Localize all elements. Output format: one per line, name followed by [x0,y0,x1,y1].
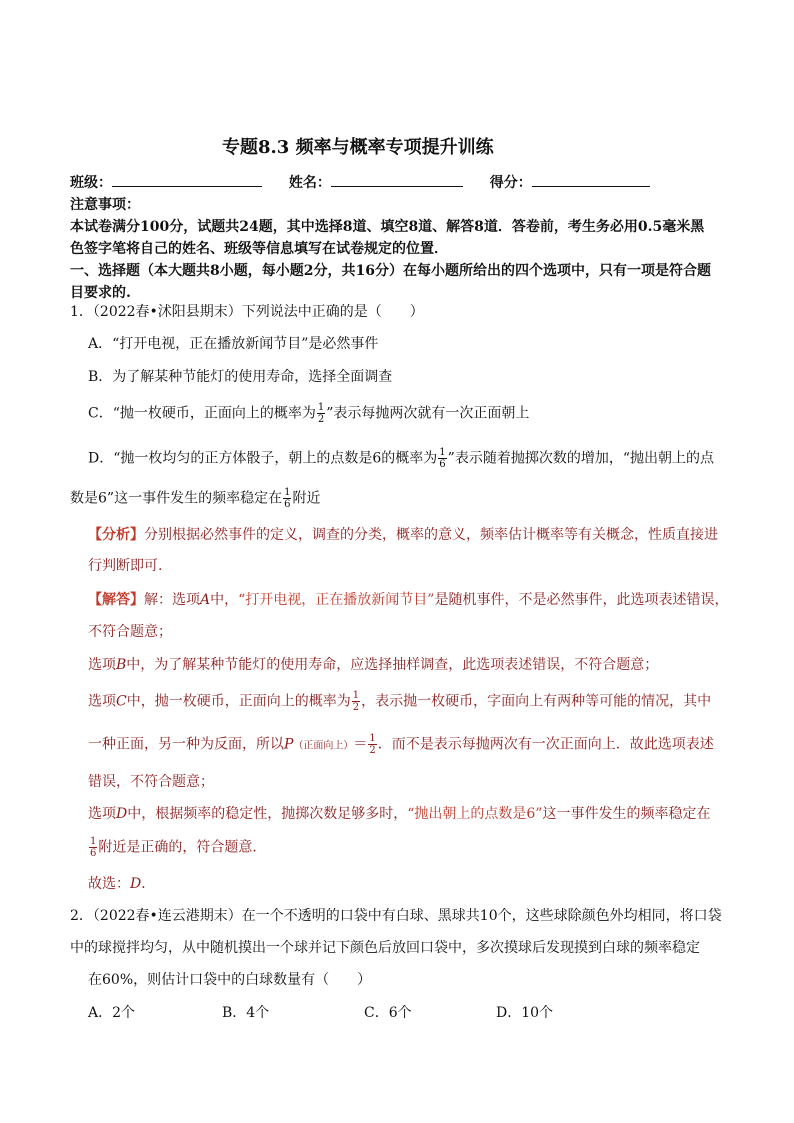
solution-line [88,590,728,610]
q2-option-c: C．6个 [364,1005,412,1021]
section-heading: 一、选择题（本大题共8小题，每小题2分，共16分）在每小题所给出的四个选项中，只有一项是符合题 [70,263,711,279]
notice-heading: 注意事项： [70,197,140,213]
analysis-block [88,525,718,545]
solution-line: $\frac{1}{6}$ 附近是正确的，符合题意． [90,836,267,859]
option-text: D．“抛一枚均匀的正方体骰子，朝上的点数是6的概率为 [88,450,438,467]
solution-line: 选项D中，根据频率的稳定性，抛掷次数足够多时，“抛出朝上的点数是6”这一事件发生的频率稳定在 [88,806,711,822]
fraction: $\frac{1}{2}$ [352,690,360,713]
name-label: 姓名： [288,175,331,191]
analysis-text: 分别根据必然事件的定义，调查的分类，概率的意义，频率估计概率等有关概念，性质直接进 [144,527,718,543]
page-title: 专题8.3 频率与概率专项提升训练 [222,137,494,158]
solution-text: 解：选项 [144,592,200,608]
option-text: 附近 [292,490,321,507]
class-label: 班级： [70,175,112,191]
q1-option-d [88,447,714,470]
solution-line: 选项B中，为了解某种节能灯的使用寿命，应选择抽样调查，此选项表述错误，不符合题意； [88,657,659,673]
solution-line: 不符合题意； [88,624,172,640]
option-text: C．“抛一枚硬币，正面向上的概率为 [88,405,316,422]
q1-option-d-cont [70,487,320,510]
fraction: $\frac{1}{2}$ [369,733,376,756]
name-field[interactable] [331,172,463,187]
question-2-stem: 在60%，则估计口袋中的白球数量有（ ） [88,972,372,988]
solution-text: 是随机事件，不是必然事件，此选项表述错误， [434,592,729,608]
fraction: $\frac{1}{6}$ [284,487,291,510]
fraction: $\frac{1}{6}$ [439,447,446,470]
fraction: $\frac{1}{2}$ [317,402,325,425]
solution-line: 错误，不符合题意； [88,774,214,790]
student-info-row [70,172,650,193]
option-text: 数是6”这一事件发生的频率稳定在 [70,490,283,507]
q2-option-b: B．4个 [222,1005,270,1021]
score-field[interactable] [532,172,650,187]
q2-option-a: A．2个 [88,1005,136,1021]
q1-option-b: B．为了解某种节能灯的使用寿命，选择全面调查 [88,369,393,385]
option-text: ”表示随着抛掷次数的增加，“抛出朝上的点 [447,450,714,467]
q1-option-c [88,402,529,425]
option-text: ”表示每抛两次就有一次正面朝上 [326,405,530,422]
score-label: 得分： [489,175,532,191]
question-1-stem: 1．（2022春•沭阳县期末）下列说法中正确的是（ ） [70,304,424,320]
analysis-text: 行判断即可. [88,558,163,574]
section-heading: 目要求的. [70,285,131,301]
solution-tag: 【解答】 [88,592,144,608]
solution-line: 选项C中，抛一枚硬币，正面向上的概率为 $\frac{1}{2}$ ，表示抛一枚硬币，字面向上有两种等可能的情况，其中 [88,690,712,713]
question-2-stem: 中的球搅拌均匀，从中随机摸出一个球并记下颜色后放回口袋中，多次摸球后发现摸到白球的频率稳定 [70,940,700,956]
solution-quote: “打开电视，正在播放新闻节目” [238,592,435,608]
answer-line: 故选：D． [88,876,156,892]
q2-option-d: D．10个 [496,1005,554,1021]
notice-line: 本试卷满分100分，试题共24题，其中选择8道、填空8道、解答8道．答卷前，考生务必用0.5毫米黑 [70,219,705,235]
analysis-tag: 【分析】 [88,527,144,543]
notice-line: 色签字笔将自己的姓名、班级等信息填写在试卷规定的位置． [70,241,448,257]
class-field[interactable] [112,172,262,187]
solution-line: 一种正面，另一种为反面，所以P（正面向上）＝ $\frac{1}{2}$ ．而不是表示每抛两次有一次正面向上．故此选项表述 [88,733,714,756]
solution-text: 中， [210,592,239,608]
q1-option-a: A．“打开电视，正在播放新闻节目”是必然事件 [88,336,379,352]
question-2-stem: 2．（2022春•连云港期末）在一个不透明的口袋中有白球、黑球共10个，这些球除颜色外均相同，将口袋 [70,908,722,924]
fraction: $\frac{1}{6}$ [90,836,97,859]
option-letter: A [200,592,211,608]
